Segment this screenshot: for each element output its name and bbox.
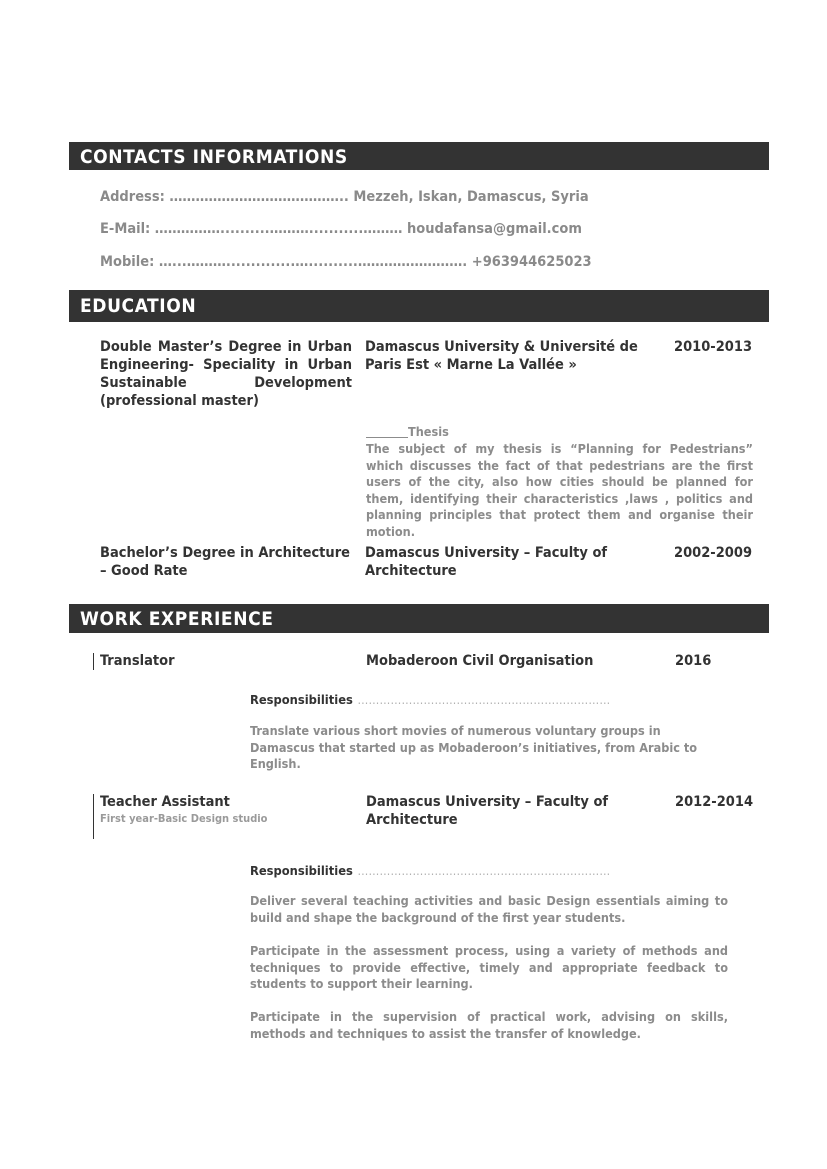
bachelor-years: 2002-2009	[674, 545, 753, 561]
thesis-description: The subject of my thesis is “Planning for Pedestrians” which discusses the fact of that pedestrians are the first users of the city, also how cities should be planned for them, identifying their characteristics ,laws , politics and planning principles that protect them and organise their motion.	[366, 441, 753, 539]
mobile-line: Mobile: …...………..............…..........……………………. +963944625023	[100, 254, 592, 270]
responsibilities-label: Responsibilities	[250, 693, 353, 708]
responsibilities-dots: ……………………………………………………………	[357, 693, 611, 707]
job-subtitle-teacher-assistant: First year-Basic Design studio	[100, 812, 268, 825]
bachelor-degree: Bachelor’s Degree in Architecture – Good Rate	[100, 545, 350, 579]
job-years-teacher-assistant: 2012-2014	[675, 794, 754, 810]
masters-degree: Double Master’s Degree in Urban Engineering- Speciality in Urban Sustainable Development (professional master)	[100, 339, 352, 409]
job-org-teacher-assistant: Damascus University – Faculty of Architecture	[366, 794, 609, 828]
responsibilities-dots: ……………………………………………………………	[357, 864, 611, 878]
job-title-teacher-assistant: Teacher Assistant	[100, 794, 230, 810]
job-org-translator: Mobaderoon Civil Organisation	[366, 653, 594, 669]
teacher-responsibility-2: Participate in the assessment process, using a variety of methods and techniques to provide effective, timely and appropriate feedback to students to support their learning.	[250, 943, 728, 991]
education-heading: EDUCATION	[80, 295, 197, 317]
address-line: Address: ………………………………….. Mezzeh, Iskan, Damascus, Syria	[100, 189, 589, 205]
masters-institution: Damascus University & Université de Paris Est « Marne La Vallée »	[365, 339, 638, 373]
teacher-responsibility-1: Deliver several teaching activities and basic Design essentials aiming to build and shape the background of the first year students.	[250, 893, 728, 925]
contacts-heading: CONTACTS INFORMATIONS	[80, 146, 348, 168]
masters-years: 2010-2013	[674, 339, 753, 355]
responsibilities-heading-teacher-assistant	[250, 860, 610, 879]
work-header-bar	[69, 604, 769, 633]
bachelor-institution: Damascus University – Faculty of Architecture	[365, 545, 608, 579]
contacts-header-bar	[69, 142, 769, 170]
responsibilities-heading-translator	[250, 689, 610, 708]
thesis-title: Thesis	[408, 424, 449, 439]
job-title-translator: Translator	[100, 653, 175, 669]
translator-responsibility-1: Translate various short movies of numerous voluntary groups in Damascus that started up as Mobaderoon’s initiatives, from Arabic to English.	[250, 723, 698, 771]
thesis-rule	[366, 424, 408, 438]
job-marker-teacher-assistant	[93, 794, 94, 839]
job-marker-translator	[93, 653, 94, 670]
email-line: E-Mail: ……………..........………...........……… houdafansa@gmail.com	[100, 221, 582, 237]
teacher-responsibility-3: Participate in the supervision of practical work, advising on skills, methods and techniques to assist the transfer of knowledge.	[250, 1009, 728, 1041]
thesis-title-row	[366, 424, 449, 441]
education-header-bar	[69, 290, 769, 322]
responsibilities-label: Responsibilities	[250, 864, 353, 879]
work-heading: WORK EXPERIENCE	[80, 608, 274, 630]
job-years-translator: 2016	[675, 653, 712, 669]
